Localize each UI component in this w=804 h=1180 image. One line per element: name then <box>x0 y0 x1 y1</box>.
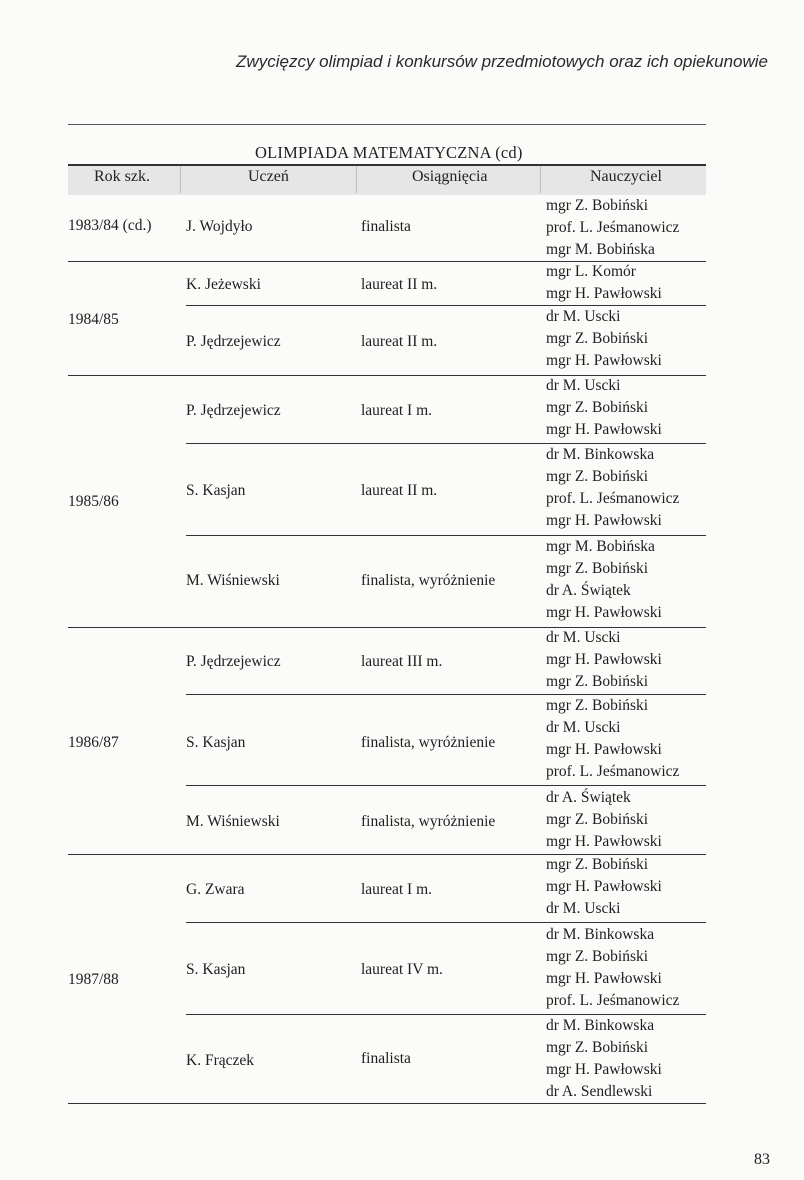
teacher-name: dr A. Świątek <box>546 789 631 806</box>
teacher-name: mgr M. Bobińska <box>546 241 655 258</box>
row-divider <box>186 785 706 786</box>
header-year: Rok szk. <box>94 168 150 185</box>
teacher-name: mgr L. Komór <box>546 263 636 280</box>
teacher-list <box>546 627 662 693</box>
teacher-name: dr M. Uscki <box>546 308 621 325</box>
header-divider <box>180 166 181 193</box>
teacher-name: dr M. Binkowska <box>546 926 655 943</box>
header-teacher: Nauczyciel <box>590 168 662 185</box>
teacher-name: mgr H. Pawłowski <box>546 741 662 758</box>
achievement: finalista <box>361 1050 411 1067</box>
bottom-rule <box>68 1103 706 1104</box>
achievement: finalista, wyróżnienie <box>361 734 496 751</box>
student-name: S. Kasjan <box>186 734 246 751</box>
teacher-name: mgr H. Pawłowski <box>546 878 662 895</box>
teacher-name: prof. L. Jeśmanowicz <box>546 763 680 780</box>
year-label: 1986/87 <box>68 734 119 751</box>
student-name: M. Wiśniewski <box>186 813 280 830</box>
teacher-name: dr M. Uscki <box>546 719 621 736</box>
teacher-name: mgr Z. Bobiński <box>546 673 649 690</box>
teacher-list <box>546 375 662 441</box>
teacher-name: mgr H. Pawłowski <box>546 512 662 529</box>
teacher-name: mgr H. Pawłowski <box>546 970 662 987</box>
teacher-list <box>546 1015 662 1103</box>
teacher-name: mgr M. Bobińska <box>546 538 655 555</box>
student-name: J. Wojdyło <box>186 218 253 235</box>
teacher-list <box>546 787 662 853</box>
teacher-name: mgr Z. Bobiński <box>546 948 649 965</box>
student-name: S. Kasjan <box>186 482 246 499</box>
teacher-name: mgr H. Pawłowski <box>546 285 662 302</box>
teacher-name: dr M. Binkowska <box>546 446 655 463</box>
header-divider <box>540 166 541 193</box>
achievement: laureat IV m. <box>361 961 443 978</box>
achievement: finalista <box>361 218 411 235</box>
teacher-list <box>546 695 679 783</box>
achievement: laureat I m. <box>361 402 433 419</box>
teacher-name: mgr Z. Bobiński <box>546 1039 649 1056</box>
teacher-list <box>546 306 662 372</box>
student-name: G. Zwara <box>186 881 245 898</box>
achievement: finalista, wyróżnienie <box>361 572 496 589</box>
teacher-list <box>546 261 662 305</box>
year-label: 1987/88 <box>68 971 119 988</box>
teacher-name: mgr Z. Bobiński <box>546 697 649 714</box>
teacher-name: dr M. Binkowska <box>546 1017 655 1034</box>
achievement: laureat II m. <box>361 333 438 350</box>
top-rule <box>68 124 706 125</box>
header-achievement: Osiągnięcia <box>412 168 488 185</box>
student-name: M. Wiśniewski <box>186 572 280 589</box>
teacher-name: mgr H. Pawłowski <box>546 421 662 438</box>
year-label: 1984/85 <box>68 311 119 328</box>
teacher-name: mgr Z. Bobiński <box>546 330 649 347</box>
teacher-name: mgr H. Pawłowski <box>546 651 662 668</box>
student-name: K. Frączek <box>186 1052 254 1069</box>
achievement: finalista, wyróżnienie <box>361 813 496 830</box>
teacher-name: mgr H. Pawłowski <box>546 604 662 621</box>
achievement: laureat II m. <box>361 482 438 499</box>
achievement: laureat II m. <box>361 276 438 293</box>
teacher-name: mgr Z. Bobiński <box>546 560 649 577</box>
teacher-name: mgr H. Pawłowski <box>546 352 662 369</box>
teacher-name: prof. L. Jeśmanowicz <box>546 490 680 507</box>
teacher-name: mgr H. Pawłowski <box>546 833 662 850</box>
teacher-list <box>546 854 662 920</box>
header-student: Uczeń <box>248 168 289 185</box>
teacher-name: dr A. Sendlewski <box>546 1083 653 1100</box>
student-name: P. Jędrzejewicz <box>186 402 281 419</box>
row-divider <box>186 922 706 923</box>
student-name: P. Jędrzejewicz <box>186 333 281 350</box>
student-name: K. Jeżewski <box>186 276 261 293</box>
teacher-list <box>546 444 679 532</box>
teacher-name: mgr Z. Bobiński <box>546 811 649 828</box>
teacher-name: mgr Z. Bobiński <box>546 856 649 873</box>
teacher-name: dr M. Uscki <box>546 629 621 646</box>
teacher-name: dr M. Uscki <box>546 377 621 394</box>
page-number: 83 <box>754 1151 770 1168</box>
table-title: OLIMPIADA MATEMATYCZNA (cd) <box>255 143 523 162</box>
teacher-name: dr M. Uscki <box>546 900 621 917</box>
teacher-name: mgr Z. Bobiński <box>546 399 649 416</box>
teacher-list <box>546 536 662 624</box>
teacher-list <box>546 195 679 261</box>
header-divider <box>356 166 357 193</box>
teacher-name: prof. L. Jeśmanowicz <box>546 992 680 1009</box>
student-name: S. Kasjan <box>186 961 246 978</box>
teacher-name: mgr Z. Bobiński <box>546 468 649 485</box>
teacher-name: dr A. Świątek <box>546 582 631 599</box>
achievement: laureat III m. <box>361 653 443 670</box>
teacher-name: prof. L. Jeśmanowicz <box>546 219 680 236</box>
achievement: laureat I m. <box>361 881 433 898</box>
year-label: 1983/84 (cd.) <box>68 217 152 234</box>
student-name: P. Jędrzejewicz <box>186 653 281 670</box>
teacher-list <box>546 924 679 1012</box>
running-head: Zwycięzcy olimpiad i konkursów przedmiotowych oraz ich opiekunowie <box>236 52 768 71</box>
teacher-name: mgr H. Pawłowski <box>546 1061 662 1078</box>
year-label: 1985/86 <box>68 493 119 510</box>
teacher-name: mgr Z. Bobiński <box>546 197 649 214</box>
